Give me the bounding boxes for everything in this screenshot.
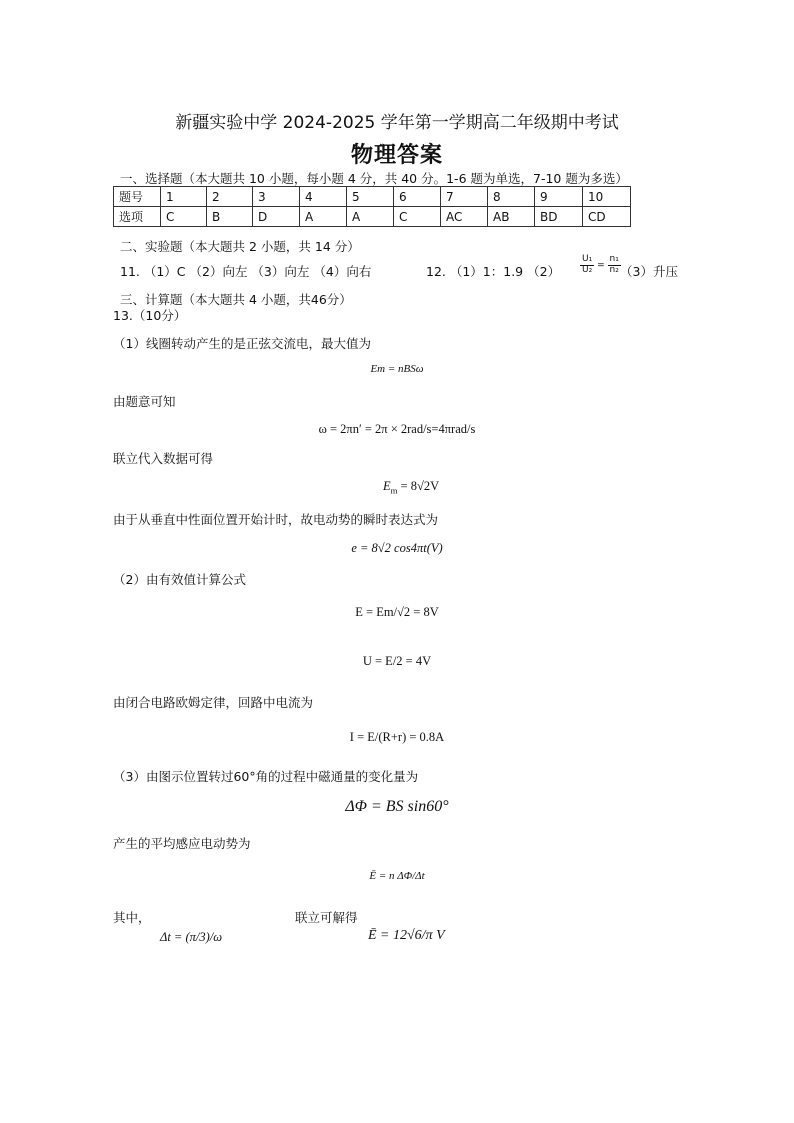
- q13-label: 13.（10分）: [113, 308, 187, 323]
- table-cell: A: [300, 207, 347, 227]
- table-cell: 8: [488, 187, 535, 207]
- table-cell: D: [253, 207, 300, 227]
- section3-heading: 三、计算题（本大题共 4 小题，共46分）: [120, 292, 352, 307]
- q12-answer-part3: （3）升压: [620, 264, 678, 279]
- table-cell: B: [207, 207, 253, 227]
- q13-part2-text: （2）由有效值计算公式: [113, 572, 246, 587]
- table-row: [114, 207, 631, 227]
- equation-current: I = E/(R+r) = 0.8A: [349, 730, 445, 744]
- q13-text-average-emf: 产生的平均感应电动势为: [113, 836, 251, 851]
- equation-average-emf: Ē = n ΔΦ/Δt: [369, 870, 425, 882]
- q13-text-given: 由题意可知: [113, 394, 176, 409]
- q12-ratio-formula: $\frac{\text{U₁}}{\text{U₂}}$ = $\frac{\text{n₁}}{\text{n₂}}$: [582, 254, 619, 275]
- row-label-answer: 选项: [114, 207, 161, 227]
- equation-flux-change: ΔΦ = BS sin60°: [345, 798, 449, 815]
- table-cell: 2: [207, 187, 253, 207]
- table-cell: C: [161, 207, 207, 227]
- q13-text-where: 其中，: [113, 910, 151, 925]
- table-cell: 6: [394, 187, 441, 207]
- table-cell: CD: [583, 207, 631, 227]
- table-cell: BD: [535, 207, 583, 227]
- equation-delta-t: Δt = (π/3)/ω: [160, 930, 223, 944]
- q13-text-combine: 联立代入数据可得: [113, 451, 214, 466]
- answer-table: [113, 186, 631, 227]
- section1-heading: 一、选择题（本大题共 10 小题，每小题 4 分，共 40 分。1-6 题为单选，7-10 题为多选）: [120, 171, 628, 186]
- q13-text-ohm: 由闭合电路欧姆定律，回路中电流为: [113, 695, 314, 710]
- q13-part3-text: （3）由图示位置转过60°角的过程中磁通量的变化量为: [113, 769, 419, 784]
- answer-title: 物理答案: [350, 143, 443, 168]
- equation-u: U = E/2 = 4V: [362, 654, 432, 668]
- section2-heading: 二、实验题（本大题共 2 小题，共 14 分）: [120, 239, 360, 254]
- q13-text-instant: 由于从垂直中性面位置开始计时，故电动势的瞬时表达式为: [113, 512, 439, 527]
- equation-effective-e: E = Em/√2 = 8V: [355, 605, 439, 619]
- equation-result: Ē = 12√6/π V: [368, 928, 445, 943]
- table-cell: C: [394, 207, 441, 227]
- equation-emax: Em = nBSω: [370, 363, 424, 375]
- q11-answer: 11. （1）C （2）向左 （3）向左 （4）向右: [120, 264, 372, 279]
- q13-part1-text: （1）线圈转动产生的是正弦交流电，最大值为: [113, 336, 371, 351]
- exam-title: 新疆实验中学 2024-2025 学年第一学期高二年级期中考试: [175, 113, 619, 133]
- table-cell: 7: [441, 187, 488, 207]
- table-cell: AB: [488, 207, 535, 227]
- table-row: [114, 187, 631, 207]
- table-cell: 5: [347, 187, 394, 207]
- table-cell: 4: [300, 187, 347, 207]
- row-label-number: 题号: [114, 187, 161, 207]
- table-cell: AC: [441, 207, 488, 227]
- q13-text-solve: 联立可解得: [295, 910, 358, 925]
- table-cell: A: [347, 207, 394, 227]
- equation-emax-value: $E_m = 8√2V$: [383, 479, 440, 496]
- table-cell: 10: [583, 187, 631, 207]
- table-cell: 1: [161, 187, 207, 207]
- q12-answer-part1: 12. （1）1：1.9 （2）: [426, 264, 561, 279]
- equation-omega: ω = 2πn′ = 2π × 2rad/s=4πrad/s: [318, 422, 476, 436]
- table-cell: 3: [253, 187, 300, 207]
- equation-instant: e = 8√2 cos4πt(V): [351, 541, 443, 555]
- table-cell: 9: [535, 187, 583, 207]
